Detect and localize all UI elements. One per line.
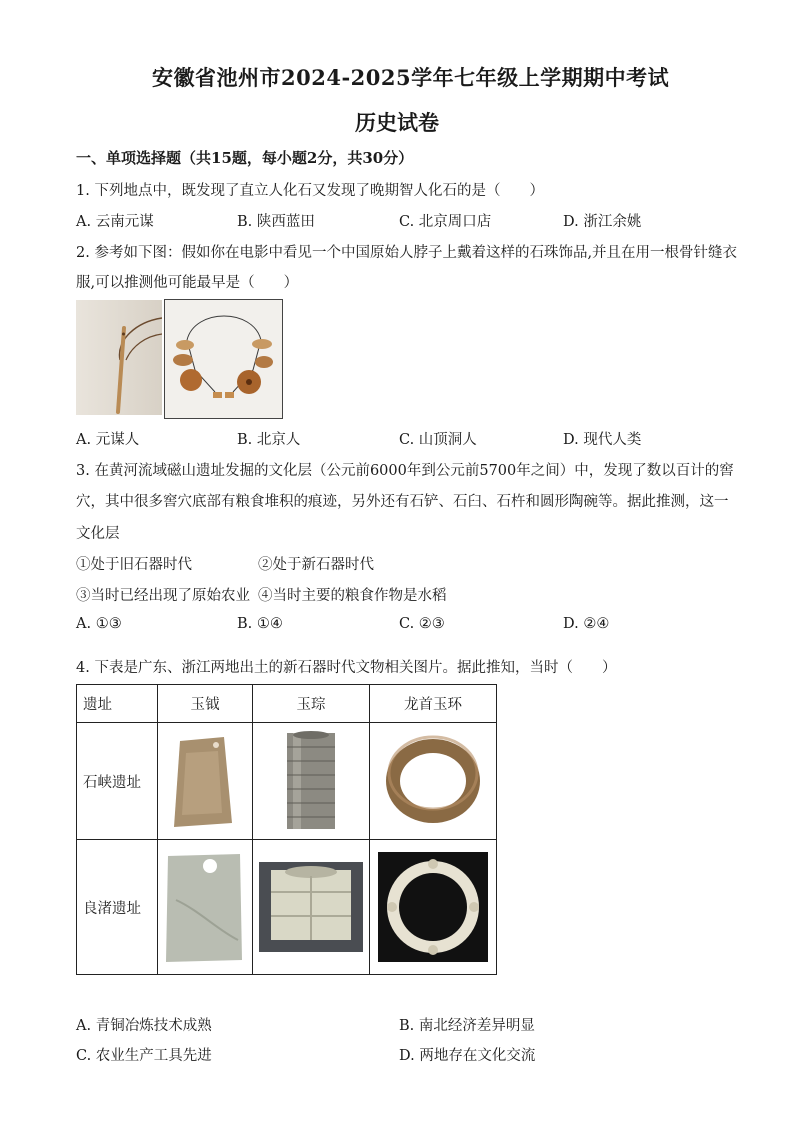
q2-option-a: A. 元谋人	[76, 432, 140, 448]
q4-option-a: A. 青铜冶炼技术成熟	[76, 1018, 212, 1034]
page-subtitle: 历史试卷	[355, 110, 439, 135]
q3-option-d: D. ②④	[563, 616, 610, 632]
shixia-dragon-ring-photo	[370, 723, 497, 840]
liangzhu-dragon-ring-photo	[370, 840, 497, 975]
section-heading: 一、单项选择题（共15题，每小题2分，共30分）	[76, 149, 414, 167]
shixia-jade-cong-photo	[253, 723, 370, 840]
table-header-jade-axe: 玉钺	[158, 685, 253, 723]
q4-option-b: B. 南北经济差异明显	[399, 1018, 535, 1034]
page-title: 安徽省池州市2024-2025学年七年级上学期期中考试	[152, 65, 670, 90]
question-3-stem-line2: 穴，其中很多窖穴底部有粮食堆积的痕迹，另外还有石铲、石臼、石杵和圆形陶碗等。据此推测，这一	[76, 494, 729, 510]
liangzhu-jade-cong-photo	[253, 840, 370, 975]
table-row-label-shixia: 石峡遗址	[77, 723, 158, 840]
table-header-site: 遗址	[77, 685, 158, 723]
q3-option-a: A. ①③	[76, 616, 122, 632]
liangzhu-jade-axe-photo	[158, 840, 253, 975]
q3-statement-2: ②处于新石器时代	[258, 557, 374, 573]
q2-option-b: B. 北京人	[237, 432, 301, 448]
question-3-stem-line3: 文化层	[76, 526, 120, 542]
relic-table	[76, 684, 497, 975]
question-2-stem-line1: 2. 参考如下图：假如你在电影中看见一个中国原始人脖子上戴着这样的石珠饰品,并且在用一根骨针缝衣	[76, 245, 738, 261]
question-2-stem-line2: 服,可以推测他可能最早是（ ）	[76, 275, 299, 291]
q2-option-d: D. 现代人类	[563, 432, 642, 448]
q3-statement-4: ④当时主要的粮食作物是水稻	[258, 588, 447, 604]
question-1-stem: 1. 下列地点中，既发现了直立人化石又发现了晚期智人化石的是（ ）	[76, 183, 544, 199]
q4-option-c: C. 农业生产工具先进	[76, 1048, 212, 1064]
q3-option-b: B. ①④	[237, 616, 283, 632]
q4-option-d: D. 两地存在文化交流	[399, 1048, 536, 1064]
table-row-label-liangzhu: 良渚遗址	[77, 840, 158, 975]
shixia-jade-axe-photo	[158, 723, 253, 840]
q1-option-d: D. 浙江余姚	[563, 214, 642, 230]
q3-statement-1: ①处于旧石器时代	[76, 557, 192, 573]
bone-needle-photo	[76, 300, 162, 415]
q3-option-c: C. ②③	[399, 616, 445, 632]
question-3-stem-line1: 3. 在黄河流域磁山遗址发掘的文化层（公元前6000年到公元前5700年之间）中，发现了数以百计的窖	[76, 463, 734, 479]
table-header-jade-cong: 玉琮	[253, 685, 370, 723]
q3-statement-3: ③当时已经出现了原始农业	[76, 588, 250, 604]
table-header-dragon-ring: 龙首玉环	[370, 685, 497, 723]
q1-option-c: C. 北京周口店	[399, 214, 492, 230]
q1-option-b: B. 陕西蓝田	[237, 214, 315, 230]
q1-option-a: A. 云南元谋	[76, 214, 154, 230]
question-4-stem: 4. 下表是广东、浙江两地出土的新石器时代文物相关图片。据此推知，当时（ ）	[76, 660, 617, 676]
q2-option-c: C. 山顶洞人	[399, 432, 477, 448]
stone-bead-necklace-photo	[164, 299, 283, 419]
